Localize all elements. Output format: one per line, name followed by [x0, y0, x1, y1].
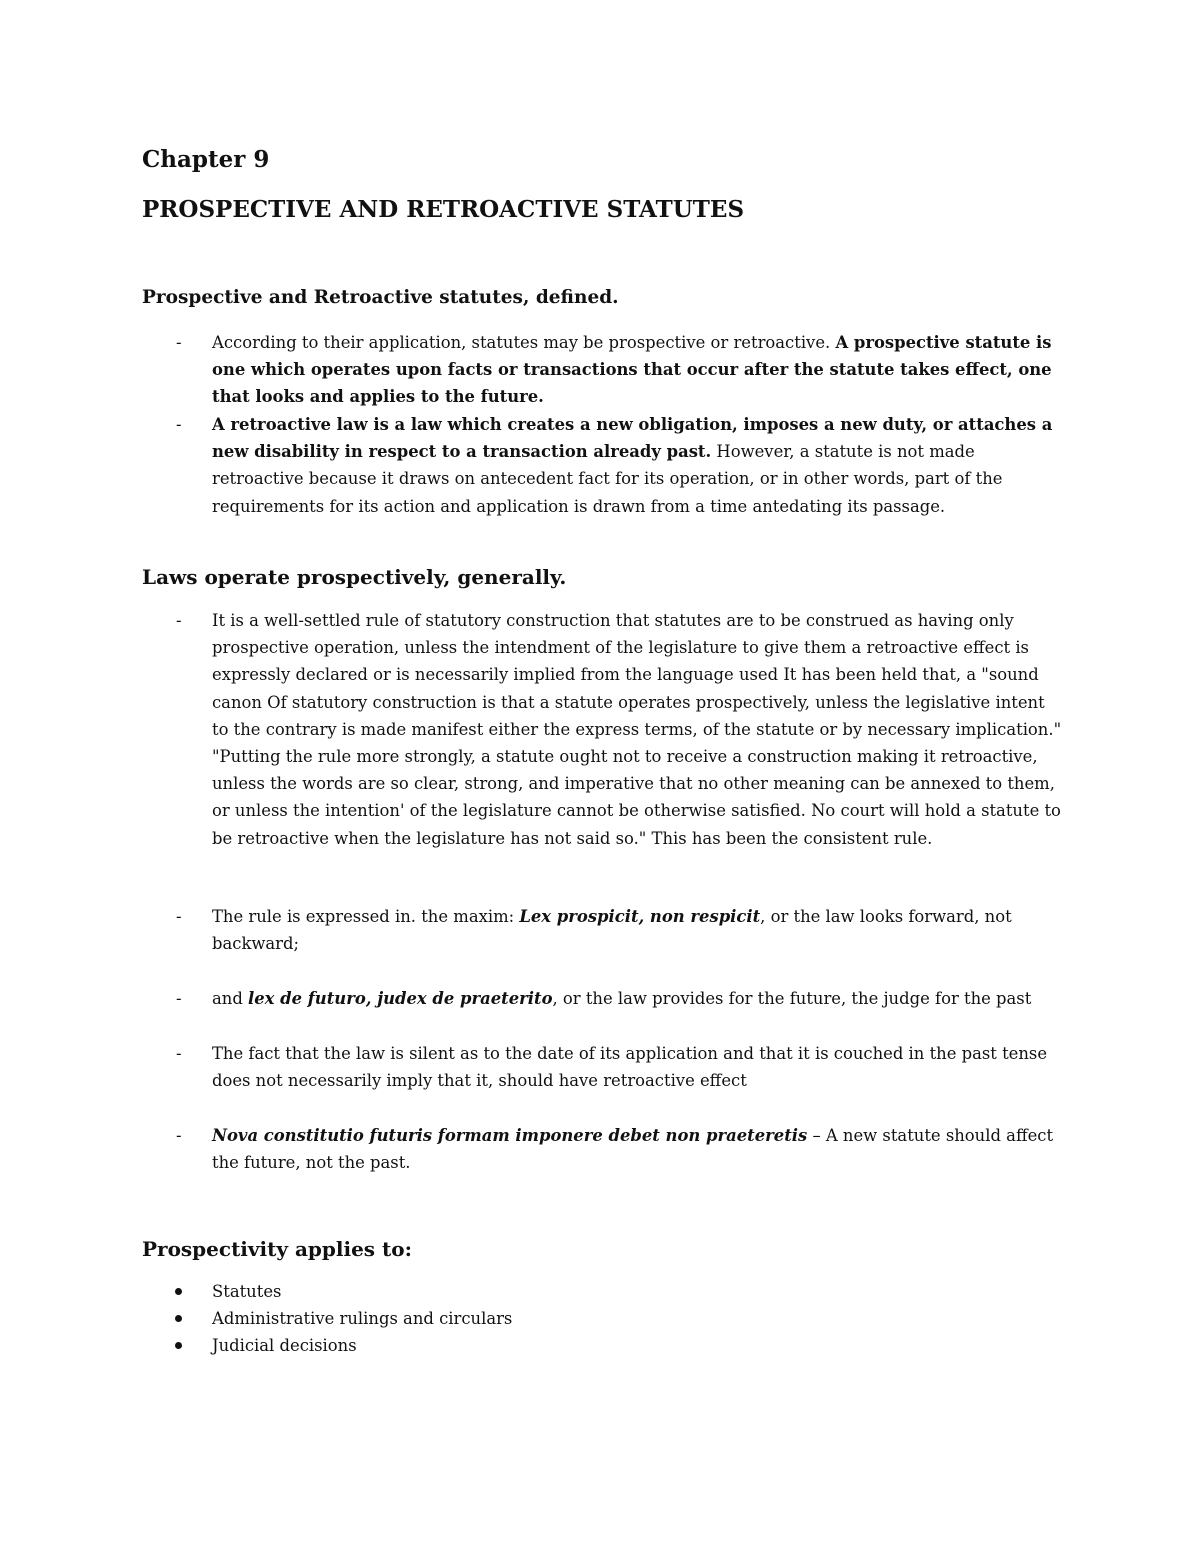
list-item: Nova constitutio futuris formam imponere debet non praeteretis – A new statute should affect the future, not the past. [212, 1126, 1054, 1173]
list-item: It is a well-settled rule of statutory construction that statutes are to be construed as having only prospective operation, unless the intendment of the legislature to give them a retroactive effect is expressly declared or is necessarily implied from the language used It has been held that, a "sound canon Of statutory construction is that a statute operates prospectively, unless the legislative intent to the contrary is made manifest either the express terms, of the statute or by necessary implication." "Putting the rule more strongly, a statute ought not to receive a construction making it retroactive, unless the words are so clear, strong, and imperative that no other meaning can be annexed to them, or unless the intention' of the legislature cannot be otherwise satisfied. No court will hold a statute to be retroactive when the legislature has not said so." This has been the consistent rule. [212, 611, 1062, 848]
chapter-title: PROSPECTIVE AND RETROACTIVE STATUTES [142, 196, 745, 223]
list-item: and lex de futuro, judex de praeterito, or the law provides for the future, the judge for the past [212, 989, 1032, 1008]
list-marker: - [176, 611, 182, 630]
bullet-icon [175, 1342, 182, 1349]
list-item: The fact that the law is silent as to the date of its application and that it is couched in the past tense does not necessarily imply that it, should have retroactive effect [212, 1044, 1048, 1091]
section-heading-prospectivity: Prospectivity applies to: [142, 1237, 412, 1261]
bullet-item: Administrative rulings and circulars [212, 1309, 513, 1328]
list-marker: - [176, 989, 182, 1008]
bullet-icon [175, 1315, 182, 1322]
chapter-number: Chapter 9 [142, 146, 270, 173]
list-item: According to their application, statutes may be prospective or retroactive. A prospective statute is one which operates upon facts or transactions that occur after the statute takes effect, one that looks and applies to the future. [212, 333, 1052, 407]
list-marker: - [176, 1044, 182, 1063]
section-heading-prospective-laws: Laws operate prospectively, generally. [142, 565, 567, 589]
list-item: The rule is expressed in. the maxim: Lex prospicit, non respicit, or the law looks forward, not backward; [212, 907, 1012, 954]
list-marker: - [176, 1126, 182, 1145]
bullet-item: Statutes [212, 1282, 282, 1301]
section-heading-definitions: Prospective and Retroactive statutes, defined. [142, 287, 619, 308]
bullet-icon [175, 1288, 182, 1295]
bullet-item: Judicial decisions [212, 1336, 357, 1355]
list-item: A retroactive law is a law which creates a new obligation, imposes a new duty, or attaches a new disability in respect to a transaction already past. However, a statute is not made retroactive because it draws on antecedent fact for its operation, or in other words, part of the requirements for its action and application is drawn from a time antedating its passage. [212, 415, 1053, 516]
list-marker: - [176, 907, 182, 926]
list-marker: - [176, 333, 182, 352]
list-marker: - [176, 415, 182, 434]
